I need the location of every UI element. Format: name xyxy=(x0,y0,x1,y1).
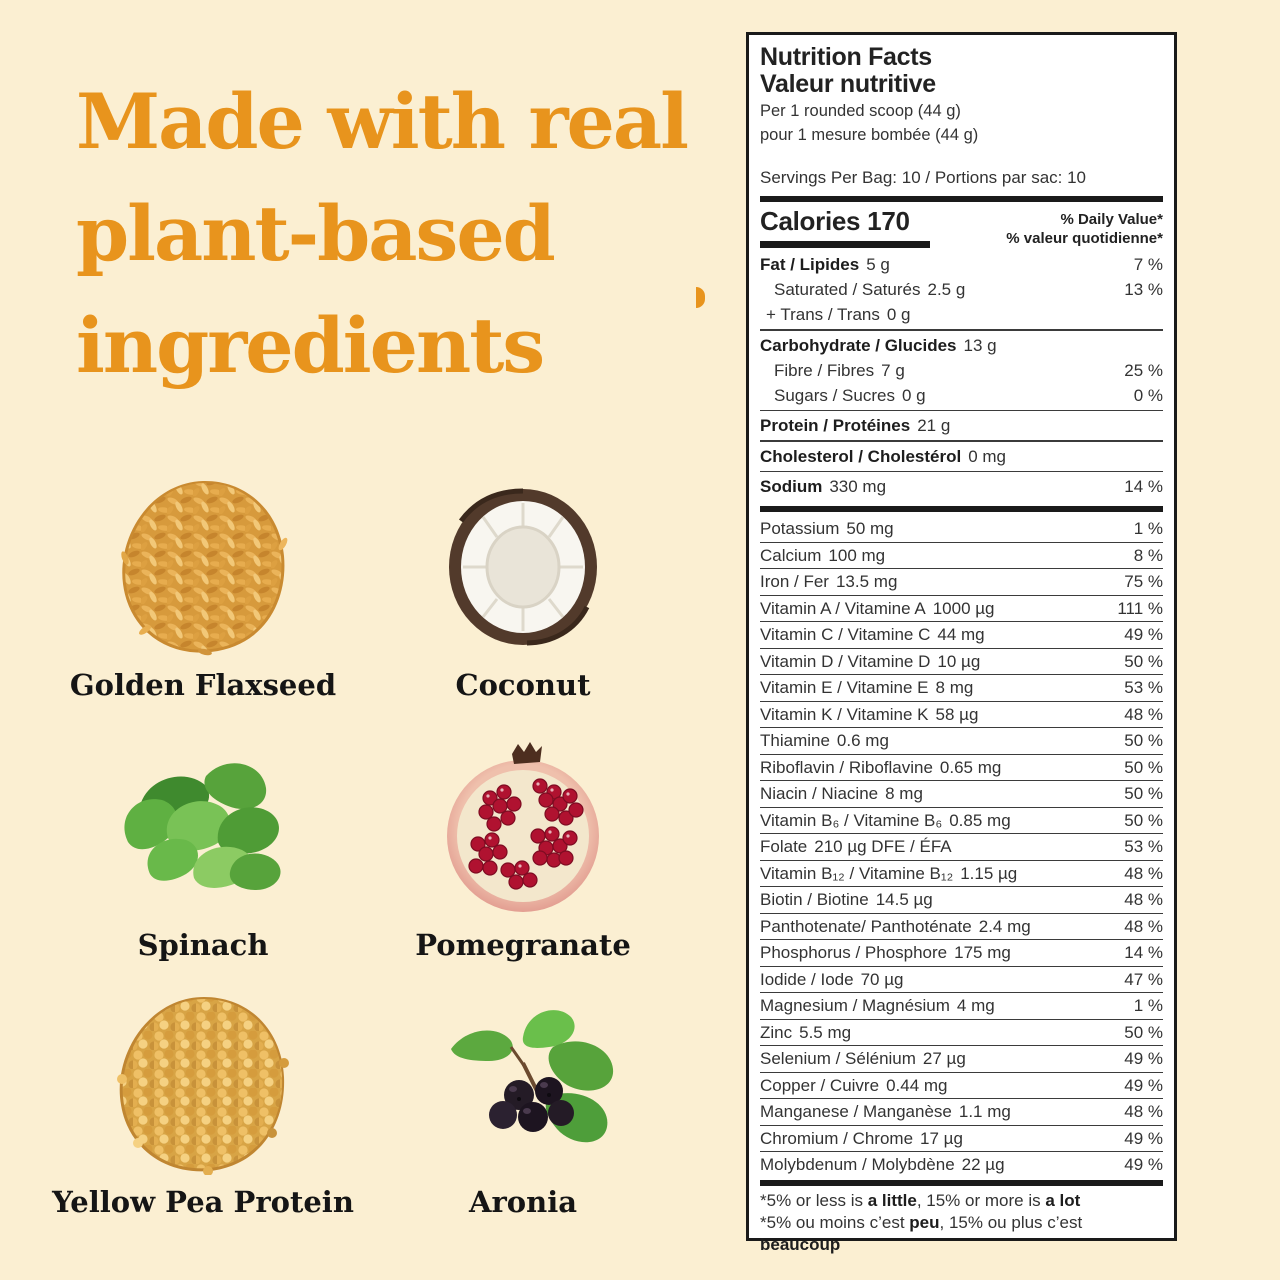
divider xyxy=(760,196,1163,202)
nutrient-dv: 49 % xyxy=(1124,1155,1163,1174)
ingredient-card-aronia xyxy=(368,995,678,1219)
nutrient-name: Vitamin D / Vitamine D xyxy=(760,651,931,671)
footnote-en: *5% or less is a little, 15% or more is a lot xyxy=(760,1190,1081,1210)
nutrient-name: Selenium / Sélénium xyxy=(760,1049,916,1068)
ingredient-label: Golden Flaxseed xyxy=(69,668,337,702)
nutrient-row xyxy=(760,993,1163,1020)
divider xyxy=(760,329,1163,331)
nutrient-row xyxy=(760,1152,1163,1178)
nutrient-name: Vitamin C / Vitamine C xyxy=(760,625,931,644)
nutrient-amount: 7 g xyxy=(881,360,905,380)
ingredient-card-golden-flaxseed xyxy=(48,478,358,702)
ingredient-card-coconut xyxy=(368,478,678,702)
nutrient-amount: 21 g xyxy=(917,416,951,435)
nutrient-amount: 0 g xyxy=(901,385,926,405)
nutrient-dv: 111 % xyxy=(1117,598,1163,618)
ingredient-label: Coconut xyxy=(455,668,591,702)
nutrient-amount: 210 µg DFE / ÉFA xyxy=(814,837,952,856)
nutrient-name: Thiamine xyxy=(760,731,830,750)
aronia-image xyxy=(368,995,678,1173)
nutrient-amount: 5 g xyxy=(866,255,890,274)
nutrient-row xyxy=(760,252,1163,277)
nutrient-row xyxy=(760,1046,1163,1073)
nutrient-amount: 0.85 mg xyxy=(949,810,1011,830)
ingredient-card-spinach xyxy=(48,738,358,962)
nutrient-dv: 14 % xyxy=(1124,943,1163,962)
nutrient-name: Vitamin B₁₂ / Vitamine B₁₂ xyxy=(760,863,954,883)
nutrient-dv: 50 % xyxy=(1124,757,1163,777)
nutrient-amount: 5.5 mg xyxy=(799,1022,852,1042)
nutrient-dv: 47 % xyxy=(1124,969,1163,989)
nutrient-row xyxy=(760,914,1163,941)
nutrient-dv: 1 % xyxy=(1133,519,1163,538)
nutrient-row xyxy=(760,358,1163,383)
nutrient-name: Fibre / Fibres xyxy=(774,360,875,380)
ingredient-label: Pomegranate xyxy=(415,928,631,962)
nutrient-dv: 49 % xyxy=(1124,1075,1163,1095)
ingredient-card-pomegranate xyxy=(368,738,678,962)
spinach-image xyxy=(48,738,358,916)
nutrient-name: Niacin / Niacine xyxy=(760,784,879,803)
nutrient-dv: 50 % xyxy=(1124,784,1163,803)
nutrient-row xyxy=(760,474,1163,499)
calories-block xyxy=(760,206,1163,248)
nutrient-dv: 50 % xyxy=(1124,651,1163,671)
nutrient-row xyxy=(760,967,1163,994)
nutrient-amount: 8 mg xyxy=(885,784,923,803)
nutrient-dv: 50 % xyxy=(1124,810,1163,830)
ingredient-label: Aronia xyxy=(468,1185,577,1219)
nutrient-row xyxy=(760,755,1163,782)
divider xyxy=(760,471,1163,473)
yellow-pea-protein-image xyxy=(48,995,358,1173)
nutrient-amount: 13.5 mg xyxy=(835,572,898,591)
nutrient-row xyxy=(760,383,1163,408)
nutrient-name: Vitamin A / Vitamine A xyxy=(760,598,926,618)
nutrition-facts-panel xyxy=(746,32,1177,1254)
nutrient-row xyxy=(760,649,1163,676)
nutrient-name: Phosphorus / Phosphore xyxy=(760,943,948,962)
nutrient-amount: 4 mg xyxy=(956,996,995,1015)
nutrient-name: Zinc xyxy=(760,1022,793,1042)
nutrient-row xyxy=(760,333,1163,358)
nutrient-row xyxy=(760,1099,1163,1126)
nutrient-name: Panthotenate/ Panthoténate xyxy=(760,916,972,936)
nutrient-dv: 1 % xyxy=(1133,996,1163,1015)
nutrient-amount: 2.5 g xyxy=(927,280,966,299)
nutrient-row xyxy=(760,569,1163,596)
nutrient-name: Sodium xyxy=(760,477,823,496)
nutrient-amount: 0.65 mg xyxy=(939,757,1002,777)
nutrient-amount: 0.6 mg xyxy=(836,731,889,750)
nutrient-row xyxy=(760,808,1163,835)
nutrient-dv: 50 % xyxy=(1124,731,1163,750)
nutrient-name: Protein / Protéines xyxy=(760,416,911,435)
nutrient-amount: 70 µg xyxy=(860,969,904,989)
nutrient-dv: 49 % xyxy=(1124,625,1163,644)
nutrient-dv: 8 % xyxy=(1133,545,1163,565)
nutrient-amount: 13 g xyxy=(963,335,997,355)
nutrient-dv: 48 % xyxy=(1124,916,1163,936)
nutrient-row xyxy=(760,834,1163,861)
footnote-fr: *5% ou moins c’est peu, 15% ou plus c’est beaucoup xyxy=(760,1212,1083,1254)
nutrient-name: Carbohydrate / Glucides xyxy=(760,335,957,355)
nutrition-title-fr: Valeur nutritive xyxy=(760,70,936,98)
nutrient-dv: 75 % xyxy=(1124,572,1163,591)
nutrient-amount: 44 mg xyxy=(937,625,985,644)
nutrient-name: Iron / Fer xyxy=(760,572,829,591)
nutrient-row xyxy=(760,861,1163,888)
nutrition-title-en: Nutrition Facts xyxy=(760,43,932,71)
nutrient-row xyxy=(760,1073,1163,1100)
coconut-image xyxy=(368,478,678,656)
nutrient-dv: 48 % xyxy=(1124,1102,1163,1121)
nutrient-amount: 0 mg xyxy=(968,446,1006,466)
nutrient-dv: 14 % xyxy=(1124,477,1163,496)
nutrient-name: Fat / Lipides xyxy=(760,255,860,274)
nutrient-name: Chromium / Chrome xyxy=(760,1128,914,1148)
pomegranate-image xyxy=(368,738,678,916)
nutrient-name: Iodide / Iode xyxy=(760,969,854,989)
nutrient-row xyxy=(760,702,1163,729)
nutrient-amount: 14.5 µg xyxy=(875,890,933,909)
nutrient-dv: 48 % xyxy=(1124,704,1163,724)
nutrient-amount: 1.1 mg xyxy=(958,1102,1011,1121)
servings-per-bag: Servings Per Bag: 10 / Portions par sac: 10 xyxy=(760,168,1087,187)
nutrient-dv: 25 % xyxy=(1124,360,1163,380)
nutrient-row xyxy=(760,413,1163,438)
nutrient-name: Vitamin E / Vitamine E xyxy=(760,678,929,697)
daily-value-en: % Daily Value* xyxy=(1060,211,1163,228)
nutrient-dv: 48 % xyxy=(1124,863,1163,883)
nutrient-name: Manganese / Manganèse xyxy=(760,1102,952,1121)
nutrient-name: Molybdenum / Molybdène xyxy=(760,1155,955,1174)
nutrient-row xyxy=(760,302,1163,327)
nutrient-dv: 7 % xyxy=(1133,255,1163,274)
nutrient-name: Copper / Cuivre xyxy=(760,1075,880,1095)
nutrient-dv: 0 % xyxy=(1133,385,1163,405)
nutrient-amount: 330 mg xyxy=(829,477,887,496)
nutrient-row xyxy=(760,622,1163,649)
nutrient-amount: 17 µg xyxy=(920,1128,963,1148)
nutrient-amount: 27 µg xyxy=(922,1049,966,1068)
nutrient-row xyxy=(760,596,1163,623)
nutrient-dv: 48 % xyxy=(1124,890,1163,909)
macro-rows xyxy=(760,252,1163,512)
calories-label: Calories xyxy=(760,206,861,236)
nutrient-name: Calcium xyxy=(760,545,822,565)
nutrient-name: Cholesterol / Cholestérol xyxy=(760,446,962,466)
nutrient-amount: 0 g xyxy=(886,305,911,324)
divider xyxy=(760,410,1163,412)
nutrient-amount: 175 mg xyxy=(954,943,1011,962)
nutrient-dv: 53 % xyxy=(1124,837,1163,856)
nutrient-amount: 0.44 mg xyxy=(886,1075,948,1095)
micro-rows xyxy=(760,516,1163,1178)
ingredient-label: Spinach xyxy=(137,928,269,962)
nutrient-row xyxy=(760,887,1163,914)
page-title xyxy=(76,66,716,402)
nutrient-row xyxy=(760,516,1163,543)
nutrient-dv: 53 % xyxy=(1124,678,1163,697)
nutrient-amount: 1000 µg xyxy=(932,598,995,618)
nutrient-amount: 1.15 µg xyxy=(960,863,1018,883)
ingredient-card-yellow-pea-protein xyxy=(48,995,358,1219)
nutrient-amount: 8 mg xyxy=(935,678,974,697)
nutrient-amount: 100 mg xyxy=(828,545,886,565)
nutrient-row xyxy=(760,277,1163,302)
nutrient-amount: 50 mg xyxy=(846,519,894,538)
nutrient-dv: 50 % xyxy=(1124,1022,1163,1042)
nutrient-dv: 13 % xyxy=(1124,280,1163,299)
nutrient-name: Vitamin B₆ / Vitamine B₆ xyxy=(760,810,943,830)
nutrient-row xyxy=(760,543,1163,570)
nutrient-name: + Trans / Trans xyxy=(766,305,880,324)
nutrient-name: Saturated / Saturés xyxy=(774,280,921,299)
nutrient-row xyxy=(760,1020,1163,1047)
divider xyxy=(760,506,1163,512)
divider xyxy=(760,1180,1163,1186)
page-title-line-3: ingredients xyxy=(76,301,544,390)
nutrient-row xyxy=(760,444,1163,469)
calories-value: 170 xyxy=(867,206,910,236)
calories-line xyxy=(760,206,930,236)
serving-size-en: Per 1 rounded scoop (44 g) xyxy=(760,102,961,120)
nutrient-dv: 49 % xyxy=(1124,1128,1163,1148)
daily-value-fr: % valeur quotidienne* xyxy=(1006,230,1163,247)
nutrient-dv: 49 % xyxy=(1124,1049,1163,1068)
page-title-line-1: Made with real xyxy=(76,77,687,166)
nutrient-row xyxy=(760,940,1163,967)
nutrient-amount: 22 µg xyxy=(961,1155,1005,1174)
page-title-line-2: plant-based xyxy=(76,189,554,278)
nutrient-row xyxy=(760,675,1163,702)
golden-flaxseed-image xyxy=(48,478,358,656)
nutrient-amount: 10 µg xyxy=(937,651,981,671)
ingredient-label: Yellow Pea Protein xyxy=(52,1185,354,1219)
nutrient-name: Biotin / Biotine xyxy=(760,890,869,909)
nutrient-row xyxy=(760,1126,1163,1153)
nutrient-row xyxy=(760,781,1163,808)
nutrient-name: Riboflavin / Riboflavine xyxy=(760,757,933,777)
nutrient-amount: 2.4 mg xyxy=(978,916,1031,936)
nutrient-name: Folate xyxy=(760,837,808,856)
calories-underline-bar xyxy=(760,241,930,248)
nutrient-name: Sugars / Sucres xyxy=(774,385,895,405)
nutrient-row xyxy=(760,728,1163,755)
nutrient-name: Potassium xyxy=(760,519,840,538)
divider xyxy=(760,440,1163,442)
nutrient-amount: 58 µg xyxy=(935,704,979,724)
serving-size-fr: pour 1 mesure bombée (44 g) xyxy=(760,126,979,144)
nutrient-name: Vitamin K / Vitamine K xyxy=(760,704,929,724)
nutrient-name: Magnesium / Magnésium xyxy=(760,996,950,1015)
